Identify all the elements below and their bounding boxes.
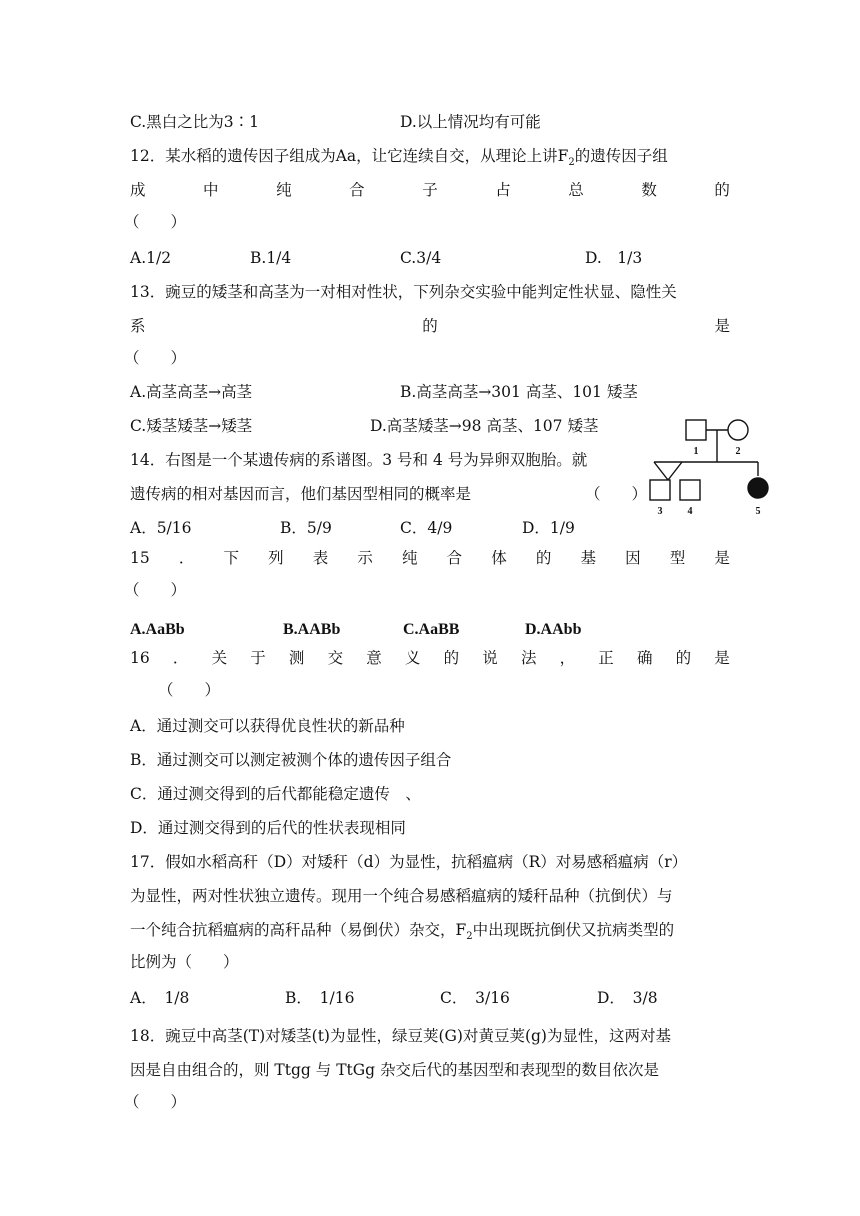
- q13-char: 是: [714, 317, 730, 335]
- pedigree-male-4: [680, 480, 700, 500]
- q17-option-a: A． 1/8: [130, 989, 190, 1007]
- q16-char: 测: [288, 649, 305, 667]
- q16-char: ．: [172, 649, 189, 667]
- q16-char: ，: [559, 649, 576, 667]
- q12-option-b: B.1/4: [250, 249, 292, 267]
- pedigree-affected-female-5: [748, 478, 768, 498]
- q16-answer-paren: （ ）: [158, 681, 221, 699]
- q12-stem-line1: [130, 146, 668, 169]
- q15-char: 15: [130, 549, 150, 567]
- q13-stem-line2: [130, 316, 730, 336]
- pedigree-label-3: 3: [657, 506, 663, 516]
- q15-char: 表: [312, 549, 329, 567]
- q16-char: 交: [327, 649, 344, 667]
- pedigree-label-4: 4: [687, 506, 693, 516]
- q17-stem-line2: 为显性，两对性状独立遗传。现用一个纯合易感稻瘟病的矮秆品种（抗倒伏）与: [130, 887, 673, 905]
- q17-stem-pre: 一个纯合抗稻瘟病的高秆品种（易倒伏）杂交，F: [130, 921, 467, 939]
- pedigree-male-1: [686, 420, 706, 440]
- q16-char: 意: [366, 649, 382, 667]
- q16-option-b: B．通过测交可以测定被测个体的遗传因子组合: [130, 751, 452, 769]
- q15-char: 是: [714, 549, 730, 567]
- q17-subscript: 2: [466, 931, 473, 943]
- pedigree-label-5: 5: [755, 506, 761, 516]
- q13-option-d: D.高茎矮茎→98 高茎、107 矮茎: [370, 417, 599, 435]
- q12-option-c: C.3/4: [400, 249, 442, 267]
- q16-option-c: C．通过测交得到的后代都能稳定遗传 、: [130, 785, 421, 803]
- q12-char: 中: [203, 181, 219, 199]
- q16-stem-line1: [130, 648, 730, 668]
- q13-option-b: B.高茎高茎→301 高茎、101 矮茎: [400, 383, 638, 401]
- q12-char: 成: [130, 181, 146, 199]
- q15-option-c: C.AaBB: [403, 621, 460, 638]
- q15-option-b: B.AABb: [283, 621, 341, 638]
- q16-option-a: A．通过测交可以获得优良性状的新品种: [130, 717, 405, 735]
- q15-char: 示: [357, 549, 373, 567]
- q16-char: 16: [130, 649, 150, 667]
- pedigree-female-2: [728, 420, 748, 440]
- q18-stem-line1: 18．豌豆中高茎(T)对矮茎(t)为显性，绿豆荚(G)对黄豆荚(g)为显性，这两对基: [130, 1027, 671, 1045]
- q12-option-d: D. 1/3: [585, 249, 643, 267]
- q14-option-b: B．5/9: [280, 519, 332, 537]
- q13-answer-paren: （ ）: [124, 349, 187, 367]
- q16-char: 说: [482, 649, 498, 667]
- q16-char: 的: [675, 649, 692, 667]
- q15-option-d: D.AAbb: [525, 621, 582, 638]
- q13-option-a: A.高茎高茎→高茎: [130, 383, 253, 401]
- q12-char: 数: [641, 181, 657, 199]
- q15-answer-paren: （ ）: [124, 581, 187, 599]
- q15-stem-line1: [130, 548, 730, 568]
- q17-stem-post: 中出现既抗倒伏又抗病类型的: [472, 921, 675, 939]
- q11-option-d: D.以上情况均有可能: [400, 113, 541, 131]
- q15-char: 因: [625, 549, 641, 567]
- q16-option-d: D．通过测交得到的后代的性状表现相同: [130, 819, 406, 837]
- q17-option-b: B． 1/16: [285, 989, 355, 1007]
- q15-char: 体: [491, 549, 507, 567]
- q13-char: 系: [130, 317, 146, 335]
- q13-stem-line1: 13．豌豆的矮茎和高茎为一对相对性状，下列杂交实验中能判定性状显、隐性关: [130, 283, 677, 301]
- q15-char: 型: [669, 549, 686, 567]
- q12-char: 子: [422, 181, 438, 199]
- pedigree-twin-line: [668, 462, 682, 480]
- q14-answer-paren: （ ）: [585, 485, 648, 503]
- q15-char: ．: [178, 549, 195, 567]
- q14-option-a: A．5/16: [130, 519, 192, 537]
- q12-char: 合: [349, 181, 365, 199]
- q16-char: 关: [211, 649, 228, 667]
- q11-option-c: C.黑白之比为3∶1: [130, 113, 259, 131]
- q15-char: 基: [580, 549, 596, 567]
- q18-stem-line2: 因是自由组合的，则 Ttgg 与 TtGg 杂交后代的基因型和表现型的数目依次是: [130, 1061, 659, 1079]
- q17-option-c: C． 3/16: [440, 989, 510, 1007]
- pedigree-twin-line: [654, 462, 668, 480]
- pedigree-label-1: 1: [693, 446, 699, 457]
- q12-subscript: 2: [568, 157, 575, 169]
- q16-char: 确: [636, 649, 653, 667]
- q12-char: 总: [568, 181, 584, 199]
- q14-option-c: C．4/9: [400, 519, 453, 537]
- q16-char: 法: [520, 649, 537, 667]
- q17-stem-line3: [130, 920, 675, 943]
- q17-option-d: D． 3/8: [597, 989, 658, 1007]
- q12-stem-pre: 12．某水稻的遗传因子组成为Aa，让它连续自交，从理论上讲F: [130, 147, 569, 165]
- q12-answer-paren: （ ）: [124, 213, 187, 231]
- q17-stem-line1: 17．假如水稻高秆（D）对矮秆（d）为显性，抗稻瘟病（R）对易感稻瘟病（r）: [130, 853, 688, 871]
- q15-option-a: A.AaBb: [130, 621, 185, 638]
- q12-option-a: A.1/2: [130, 249, 172, 267]
- q12-char: 的: [714, 181, 730, 199]
- pedigree-male-3: [650, 480, 670, 500]
- q15-char: 列: [268, 549, 284, 567]
- q13-option-c: C.矮茎矮茎→矮茎: [130, 417, 253, 435]
- pedigree-diagram: [640, 416, 780, 516]
- q15-char: 下: [223, 549, 239, 567]
- q14-stem-line1: 14．右图是一个某遗传病的系谱图。3 号和 4 号为异卵双胞胎。就: [130, 451, 588, 469]
- q16-char: 正: [598, 649, 614, 667]
- q18-answer-paren: （ ）: [124, 1093, 187, 1111]
- q15-char: 的: [535, 549, 552, 567]
- q12-char: 占: [495, 181, 511, 199]
- q16-char: 义: [404, 649, 421, 667]
- q16-char: 于: [250, 649, 266, 667]
- q16-char: 的: [443, 649, 460, 667]
- q12-stem-line2: [130, 180, 730, 200]
- q15-char: 合: [446, 549, 463, 567]
- q16-char: 是: [714, 649, 730, 667]
- q12-char: 纯: [276, 181, 292, 199]
- q12-stem-post: 的遗传因子组: [574, 147, 668, 165]
- q14-option-d: D．1/9: [522, 519, 575, 537]
- q15-char: 纯: [401, 549, 418, 567]
- q14-stem-line2: 遗传病的相对基因而言，他们基因型相同的概率是: [130, 485, 472, 503]
- q13-char: 的: [422, 317, 438, 335]
- pedigree-label-2: 2: [735, 446, 741, 457]
- q17-stem-line4: 比例为（ ）: [130, 953, 239, 971]
